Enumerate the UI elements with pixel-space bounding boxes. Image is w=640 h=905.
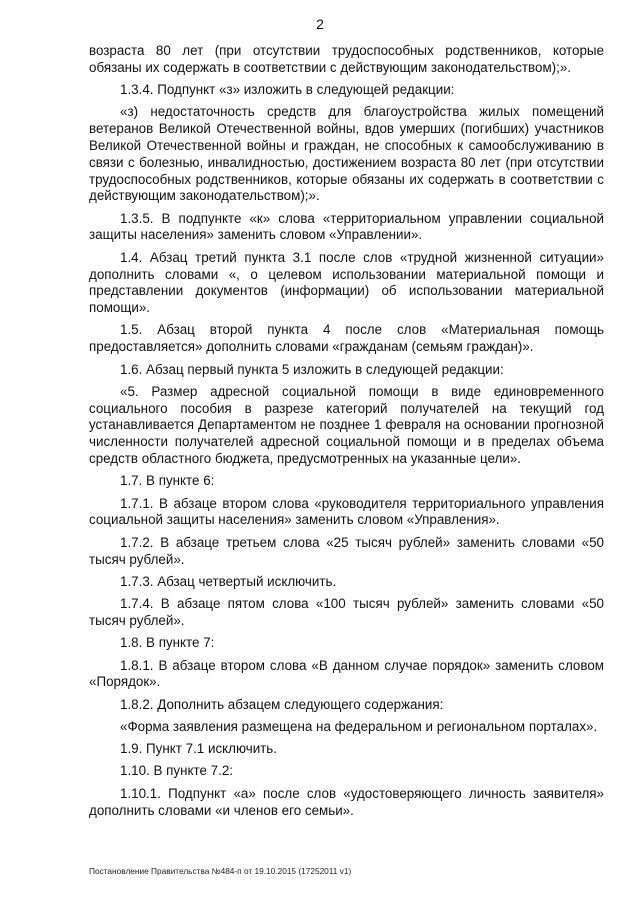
paragraph: 1.8.1. В абзаце втором слова «В данном случае порядок» заменить словом «Порядок». [89, 657, 604, 690]
paragraph: 1.7. В пункте 6: [120, 473, 215, 489]
paragraph: 1.5. Абзац второй пункта 4 после слов «Материальная помощь предоставляется» дополнить словами «гражданам (семьям граждан)». [89, 322, 604, 355]
paragraph: 1.8.2. Дополнить абзацем следующего содержания: [120, 696, 444, 712]
paragraph: 1.3.5. В подпункте «к» слова «территориальном управлении социальной защиты населения» заменить словом «Управлении». [89, 210, 604, 243]
paragraph: 1.7.3. Абзац четвертый исключить. [120, 573, 337, 589]
paragraph: 1.9. Пункт 7.1 исключить. [120, 741, 277, 757]
paragraph: «5. Размер адресной социальной помощи в виде единовременного социального пособия в разрезе категорий получателей на текущий год устанавливается Департаментом не позднее 1 февраля на основании прогнозной численности получателей адресной социальной помощи и в пределах объема средств областного бюджета, предусмотренных на указанные цели». [89, 383, 604, 467]
paragraph: 1.10.1. Подпункт «а» после слов «удостоверяющего личность заявителя» дополнить словами «и членов его семьи». [89, 785, 604, 818]
paragraph: 1.7.4. В абзаце пятом слова «100 тысяч рублей» заменить словами «50 тысяч рублей». [89, 596, 604, 628]
paragraph: возраста 80 лет (при отсутствии трудоспособных родственников, которые обязаны их содержать в соответствии с действующим законодательством);». [89, 43, 604, 75]
paragraph: «з) недостаточность средств для благоустройства жилых помещений ветеранов Великой Отечественной войны, вдов умерших (погибших) участников Великой Отечественной войны и граждан, не способных к самообслуживанию в связи с болезнью, инвалидностью, достижением возраста 80 лет (при отсутствии трудоспособных родственников, которые обязаны их содержать в соответствии с действующим законодательством);». [89, 104, 604, 204]
paragraph: 1.3.4. Подпункт «з» изложить в следующей редакции: [120, 82, 455, 98]
page-number: 2 [316, 16, 324, 32]
paragraph: 1.7.2. В абзаце третьем слова «25 тысяч рублей» заменить словами «50 тысяч рублей». [89, 534, 604, 567]
document-footer: Постановление Правительства №484-п от 19.10.2015 (17252011 v1) [89, 866, 352, 876]
paragraph: 1.4. Абзац третий пункта 3.1 после слов «трудной жизненной ситуации» дополнить словами «, о целевом использовании материальной помощи и представлении документов (информации) об использовании материальной помощи». [89, 249, 604, 316]
paragraph: 1.8. В пункте 7: [120, 635, 215, 651]
paragraph: 1.10. В пункте 7.2: [120, 763, 233, 779]
document-body [89, 43, 604, 825]
paragraph: «Форма заявления размещена на федеральном и региональном порталах». [120, 718, 598, 734]
paragraph: 1.7.1. В абзаце втором слова «руководителя территориального управления социальной защиты населения» заменить словом «Управления». [89, 495, 604, 528]
paragraph: 1.6. Абзац первый пункта 5 изложить в следующей редакции: [120, 361, 504, 377]
